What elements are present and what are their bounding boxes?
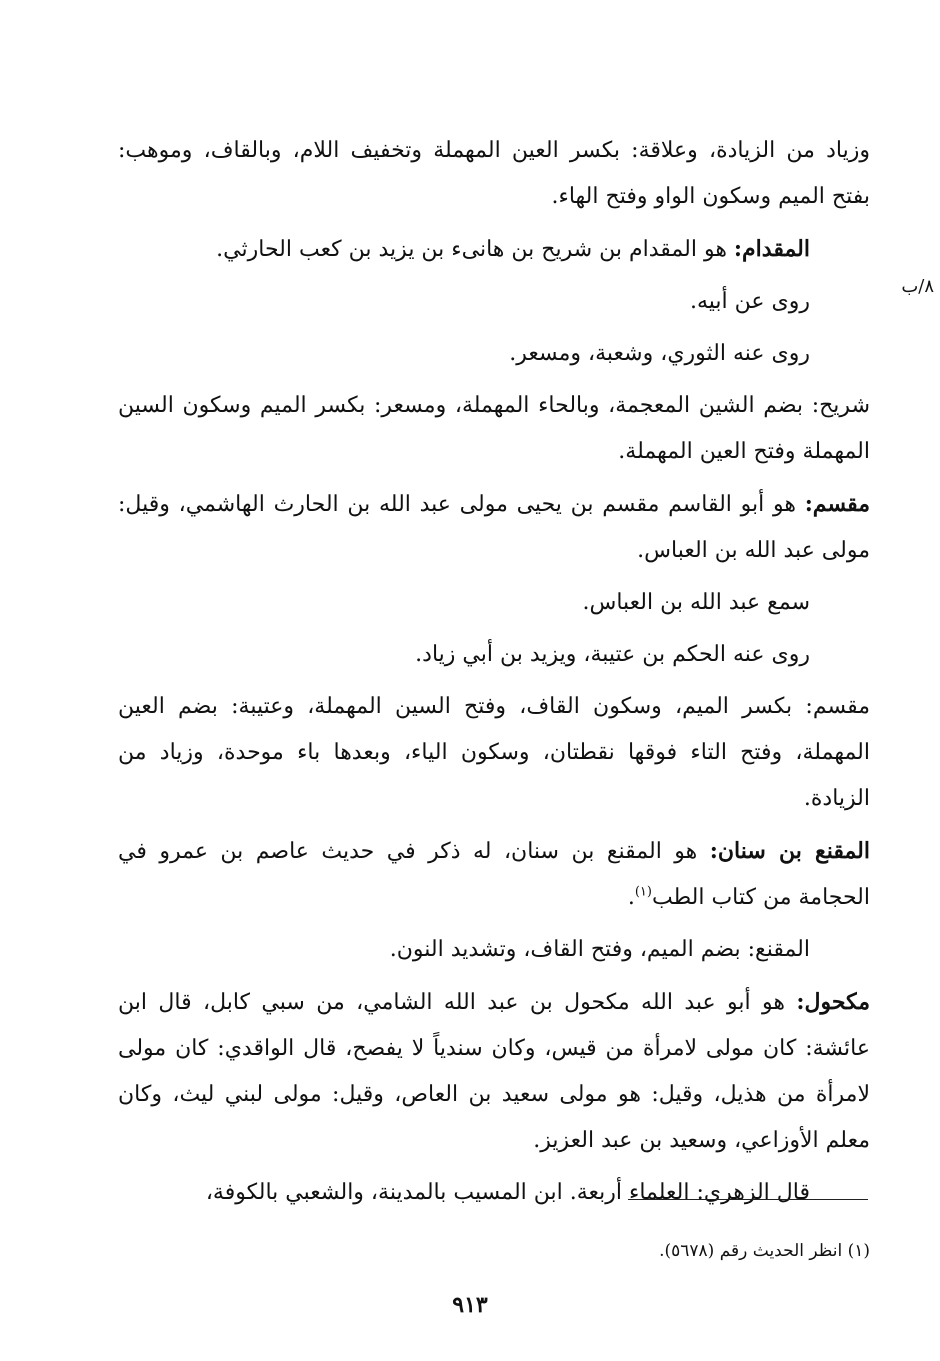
paragraph-text: قال الزهري: العلماء أربعة. ابن المسيب بالمدينة، والشعبي بالكوفة،: [205, 1180, 810, 1205]
paragraph-1: [118, 128, 870, 220]
paragraph-text: هو أبو القاسم مقسم بن يحيى مولى عبد الله بن الحارث الهاشمي، وقيل: مولى عبد الله بن العباس.: [118, 492, 870, 563]
paragraph-5: [118, 383, 870, 475]
paragraph-8: [118, 632, 870, 678]
paragraph-text: هو المقنع بن سنان، له ذكر في حديث عاصم بن عمرو في الحجامة من كتاب الطب: [118, 839, 870, 910]
footnote-divider: [628, 1199, 868, 1200]
paragraph-7: [118, 580, 870, 626]
paragraph-10: [118, 828, 870, 921]
entry-heading: مقسم:: [804, 491, 870, 517]
paragraph-11: [118, 927, 870, 973]
page-number: ٩١٣: [452, 1292, 488, 1318]
paragraph-9: [118, 684, 870, 822]
paragraph-13: [118, 1170, 870, 1216]
paragraph-text: المقنع: بضم الميم، وفتح القاف، وتشديد النون.: [389, 937, 810, 962]
entry-heading: مكحول:: [796, 989, 870, 1015]
footnote: (١) انظر الحديث رقم (٥٦٧٨).: [659, 1241, 870, 1261]
paragraph-6: [118, 481, 870, 574]
entry-heading: المقنع بن سنان:: [709, 838, 870, 864]
paragraph-text: مقسم: بكسر الميم، وسكون القاف، وفتح السين المهملة، وعتيبة: بضم العين المهملة، وفتح التاء فوقها نقطتان، وسكون الياء، وبعدها باء موحدة، وزياد من الزيادة.: [118, 694, 870, 811]
paragraph-tail: .: [627, 885, 635, 910]
paragraph-2: [118, 226, 870, 273]
paragraph-text: روى عن أبيه.: [690, 289, 810, 314]
paragraph-text: سمع عبد الله بن العباس.: [582, 590, 810, 615]
paragraph-text: روى عنه الحكم بن عتيبة، ويزيد بن أبي زياد.: [415, 642, 810, 667]
paragraph-text: شريح: بضم الشين المعجمة، وبالحاء المهملة، ومسعر: بكسر الميم وسكون السين المهملة وفتح العين المهملة.: [118, 393, 870, 464]
manuscript-folio-note: ٨/ب: [901, 276, 934, 297]
paragraph-text: هو المقدام بن شريح بن هانىء بن يزيد بن كعب الحارثي.: [216, 237, 734, 262]
paragraph-text: وزياد من الزيادة، وعلاقة: بكسر العين المهملة وتخفيف اللام، وبالقاف، وموهب: بفتح الميم وسكون الواو وفتح الهاء.: [118, 138, 870, 209]
paragraph-3: [118, 279, 870, 325]
paragraph-12: [118, 979, 870, 1164]
main-text: [118, 128, 870, 1222]
entry-heading: المقدام:: [733, 236, 810, 262]
paragraph-text: روى عنه الثوري، وشعبة، ومسعر.: [509, 341, 810, 366]
paragraph-4: [118, 331, 870, 377]
paragraph-text: هو أبو عبد الله مكحول بن عبد الله الشامي، من سبي كابل، قال ابن عائشة: كان مولى لامرأة من قيس، وكان سندياً لا يفصح، قال الواقدي: كان مولى لامرأة من هذيل، وقيل: هو مولى سعيد بن العاص، وقيل: مولى لبني ليث، وكان معلم الأوزاعي، وسعيد بن عبد العزيز.: [118, 990, 870, 1153]
footnote-reference[interactable]: (١): [634, 884, 652, 900]
